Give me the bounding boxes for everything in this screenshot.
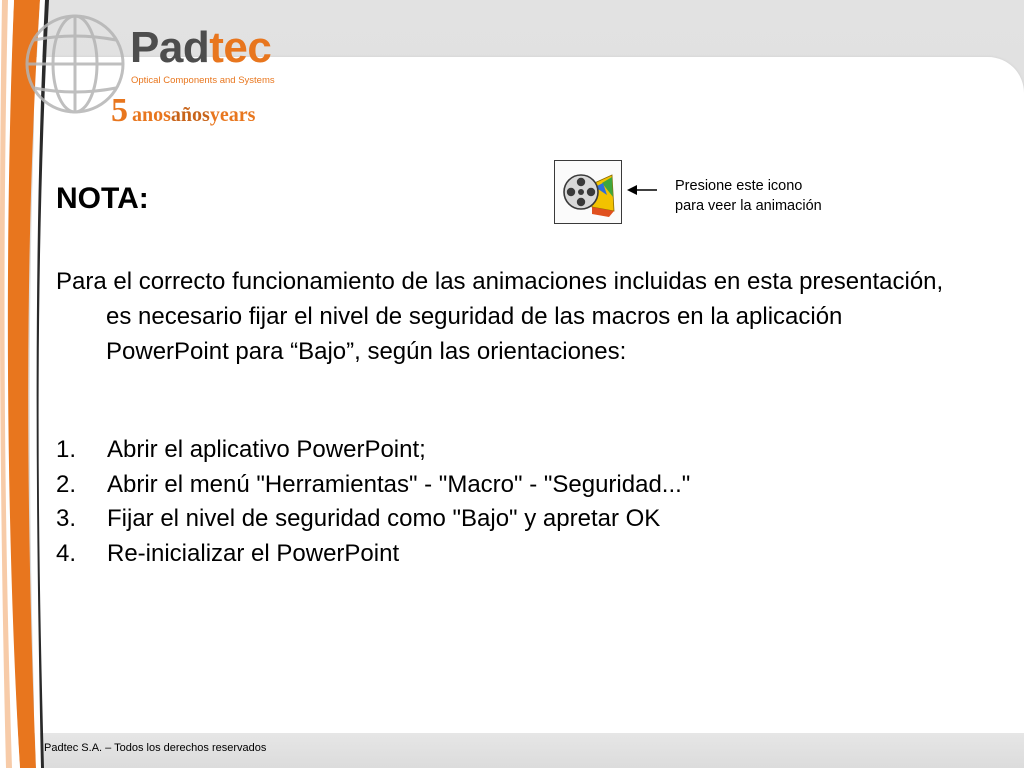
animation-hint xyxy=(675,176,822,216)
film-reel-icon xyxy=(562,167,616,219)
logo-tagline: Optical Components and Systems xyxy=(131,75,275,86)
step-item: 4. Re-inicializar el PowerPoint xyxy=(56,539,400,567)
content-panel xyxy=(34,57,1024,733)
arrow-left-icon xyxy=(627,183,659,197)
footer-copyright: Padtec S.A. – Todos los derechos reservados xyxy=(44,742,267,754)
hint-line-1: Presione este icono xyxy=(675,178,803,194)
step-item: 1. Abrir el aplicativo PowerPoint; xyxy=(56,436,426,463)
intro-paragraph: Para el correcto funcionamiento de las animaciones incluidas en esta presentación, es necesario fijar el nivel de seguridad de las macros en la aplicación PowerPoint para “Bajo”, según las orientaciones: xyxy=(56,268,944,365)
hint-line-2: para veer la animación xyxy=(675,198,822,214)
step-item: 3. Fijar el nivel de seguridad como "Bajo" y apretar OK xyxy=(56,505,661,532)
anniversary-badge: 5 anosañosyears xyxy=(111,92,256,129)
play-animation-button[interactable] xyxy=(554,160,622,224)
padtec-logo xyxy=(20,4,300,134)
steps-list xyxy=(56,433,690,571)
step-item: 2. Abrir el menú "Herramientas" - "Macro" - "Seguridad..." xyxy=(56,470,691,498)
logo-wordmark: Padtec xyxy=(130,23,272,72)
slide-heading: NOTA: xyxy=(56,182,149,215)
